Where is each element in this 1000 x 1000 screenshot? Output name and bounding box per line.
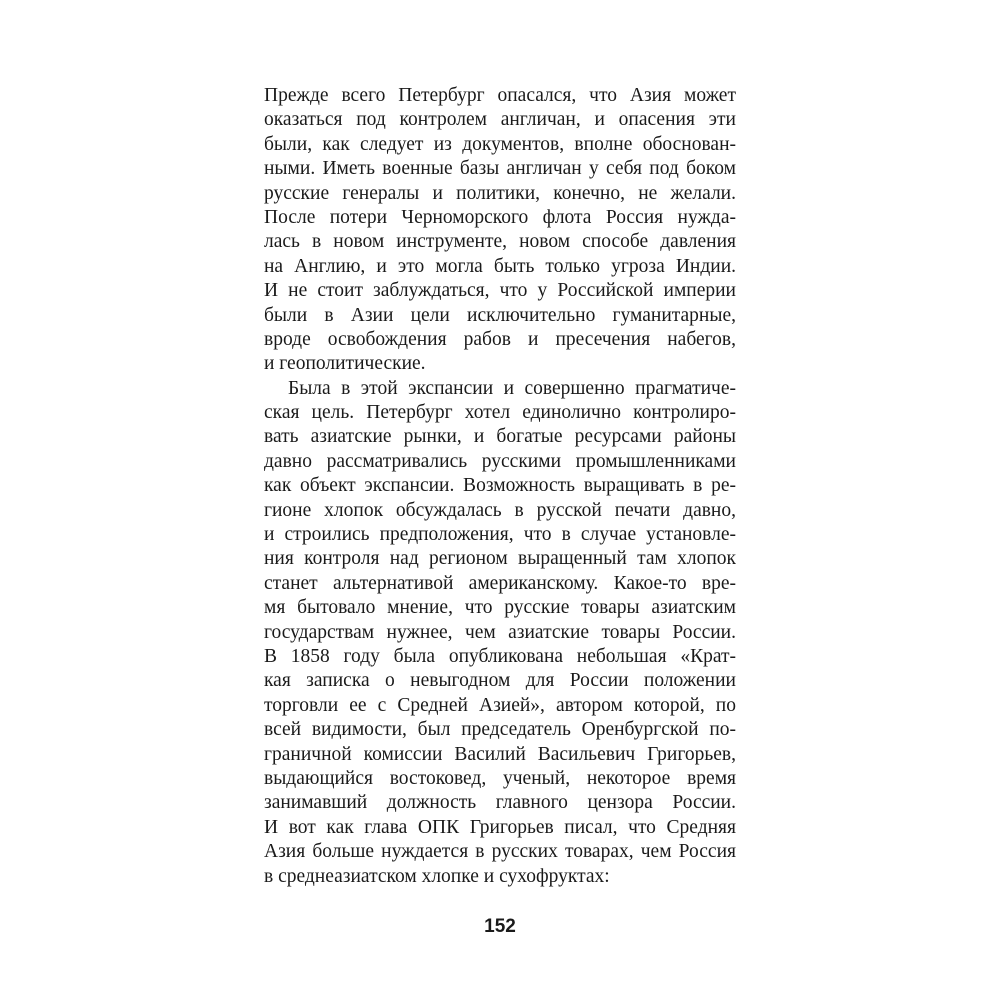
text-line: кая записка о невыгодном для России положении: [264, 670, 736, 692]
text-line: ская цель. Петербург хотел единолично контролиро-: [264, 402, 736, 424]
text-line: занимавший должность главного цензора России.: [264, 792, 736, 814]
text-line: на Англию, и это могла быть только угроза Индии.: [264, 255, 736, 277]
text-line: вать азиатские рынки, и богатые ресурсами районы: [264, 426, 736, 448]
paragraph-2: [264, 377, 736, 889]
text-line: как объект экспансии. Возможность выращивать в ре-: [264, 475, 736, 497]
text-line: государствам нужнее, чем азиатские товары России.: [264, 621, 736, 643]
text-line: и строились предположения, что в случае установле-: [264, 524, 736, 546]
text-line: В 1858 году была опубликована небольшая «Крат-: [264, 645, 736, 667]
text-line: И не стоит заблуждаться, что у Российской империи: [264, 280, 736, 302]
text-line: выдающийся востоковед, ученый, некоторое время: [264, 767, 736, 789]
text-line: русские генералы и политики, конечно, не желали.: [264, 182, 736, 204]
text-line: гионе хлопок обсуждалась в русской печати давно,: [264, 499, 736, 521]
text-line: оказаться под контролем англичан, и опасения эти: [264, 109, 736, 131]
text-line: были, как следует из документов, вполне обоснован-: [264, 133, 736, 155]
text-line: граничной комиссии Василий Васильевич Григорьев,: [264, 743, 736, 765]
page-number: 152: [484, 916, 516, 937]
text-line: ными. Иметь военные базы англичан у себя под боком: [264, 158, 736, 180]
page-body: [264, 84, 736, 889]
paragraph-1: [264, 84, 736, 377]
text-line: станет альтернативой американскому. Какое-то вре-: [264, 572, 736, 594]
text-line: вроде освобождения рабов и пресечения набегов,: [264, 328, 736, 350]
text-line: в среднеазиатском хлопке и сухофруктах:: [264, 865, 610, 887]
text-line: лась в новом инструменте, новом способе давления: [264, 231, 736, 253]
text-line: мя бытовало мнение, что русские товары азиатским: [264, 597, 736, 619]
text-line: Прежде всего Петербург опасался, что Азия может: [264, 85, 736, 106]
text-line: После потери Черноморского флота Россия нужда-: [264, 206, 736, 228]
text-line: ния контроля над регионом выращенный там хлопок: [264, 548, 736, 570]
text-line: давно рассматривались русскими промышленниками: [264, 450, 736, 472]
text-line: Азия больше нуждается в русских товарах, чем Россия: [264, 841, 736, 863]
text-line: торговли ее с Средней Азией», автором которой, по: [264, 694, 736, 716]
text-line: и геополитические.: [264, 353, 426, 375]
text-line: всей видимости, был председатель Оренбургской по-: [264, 719, 736, 741]
text-line: Была в этой экспансии и совершенно прагматиче-: [288, 377, 736, 399]
text-line: были в Азии цели исключительно гуманитарные,: [264, 304, 736, 326]
text-line: И вот как глава ОПК Григорьев писал, что Средняя: [264, 816, 736, 838]
